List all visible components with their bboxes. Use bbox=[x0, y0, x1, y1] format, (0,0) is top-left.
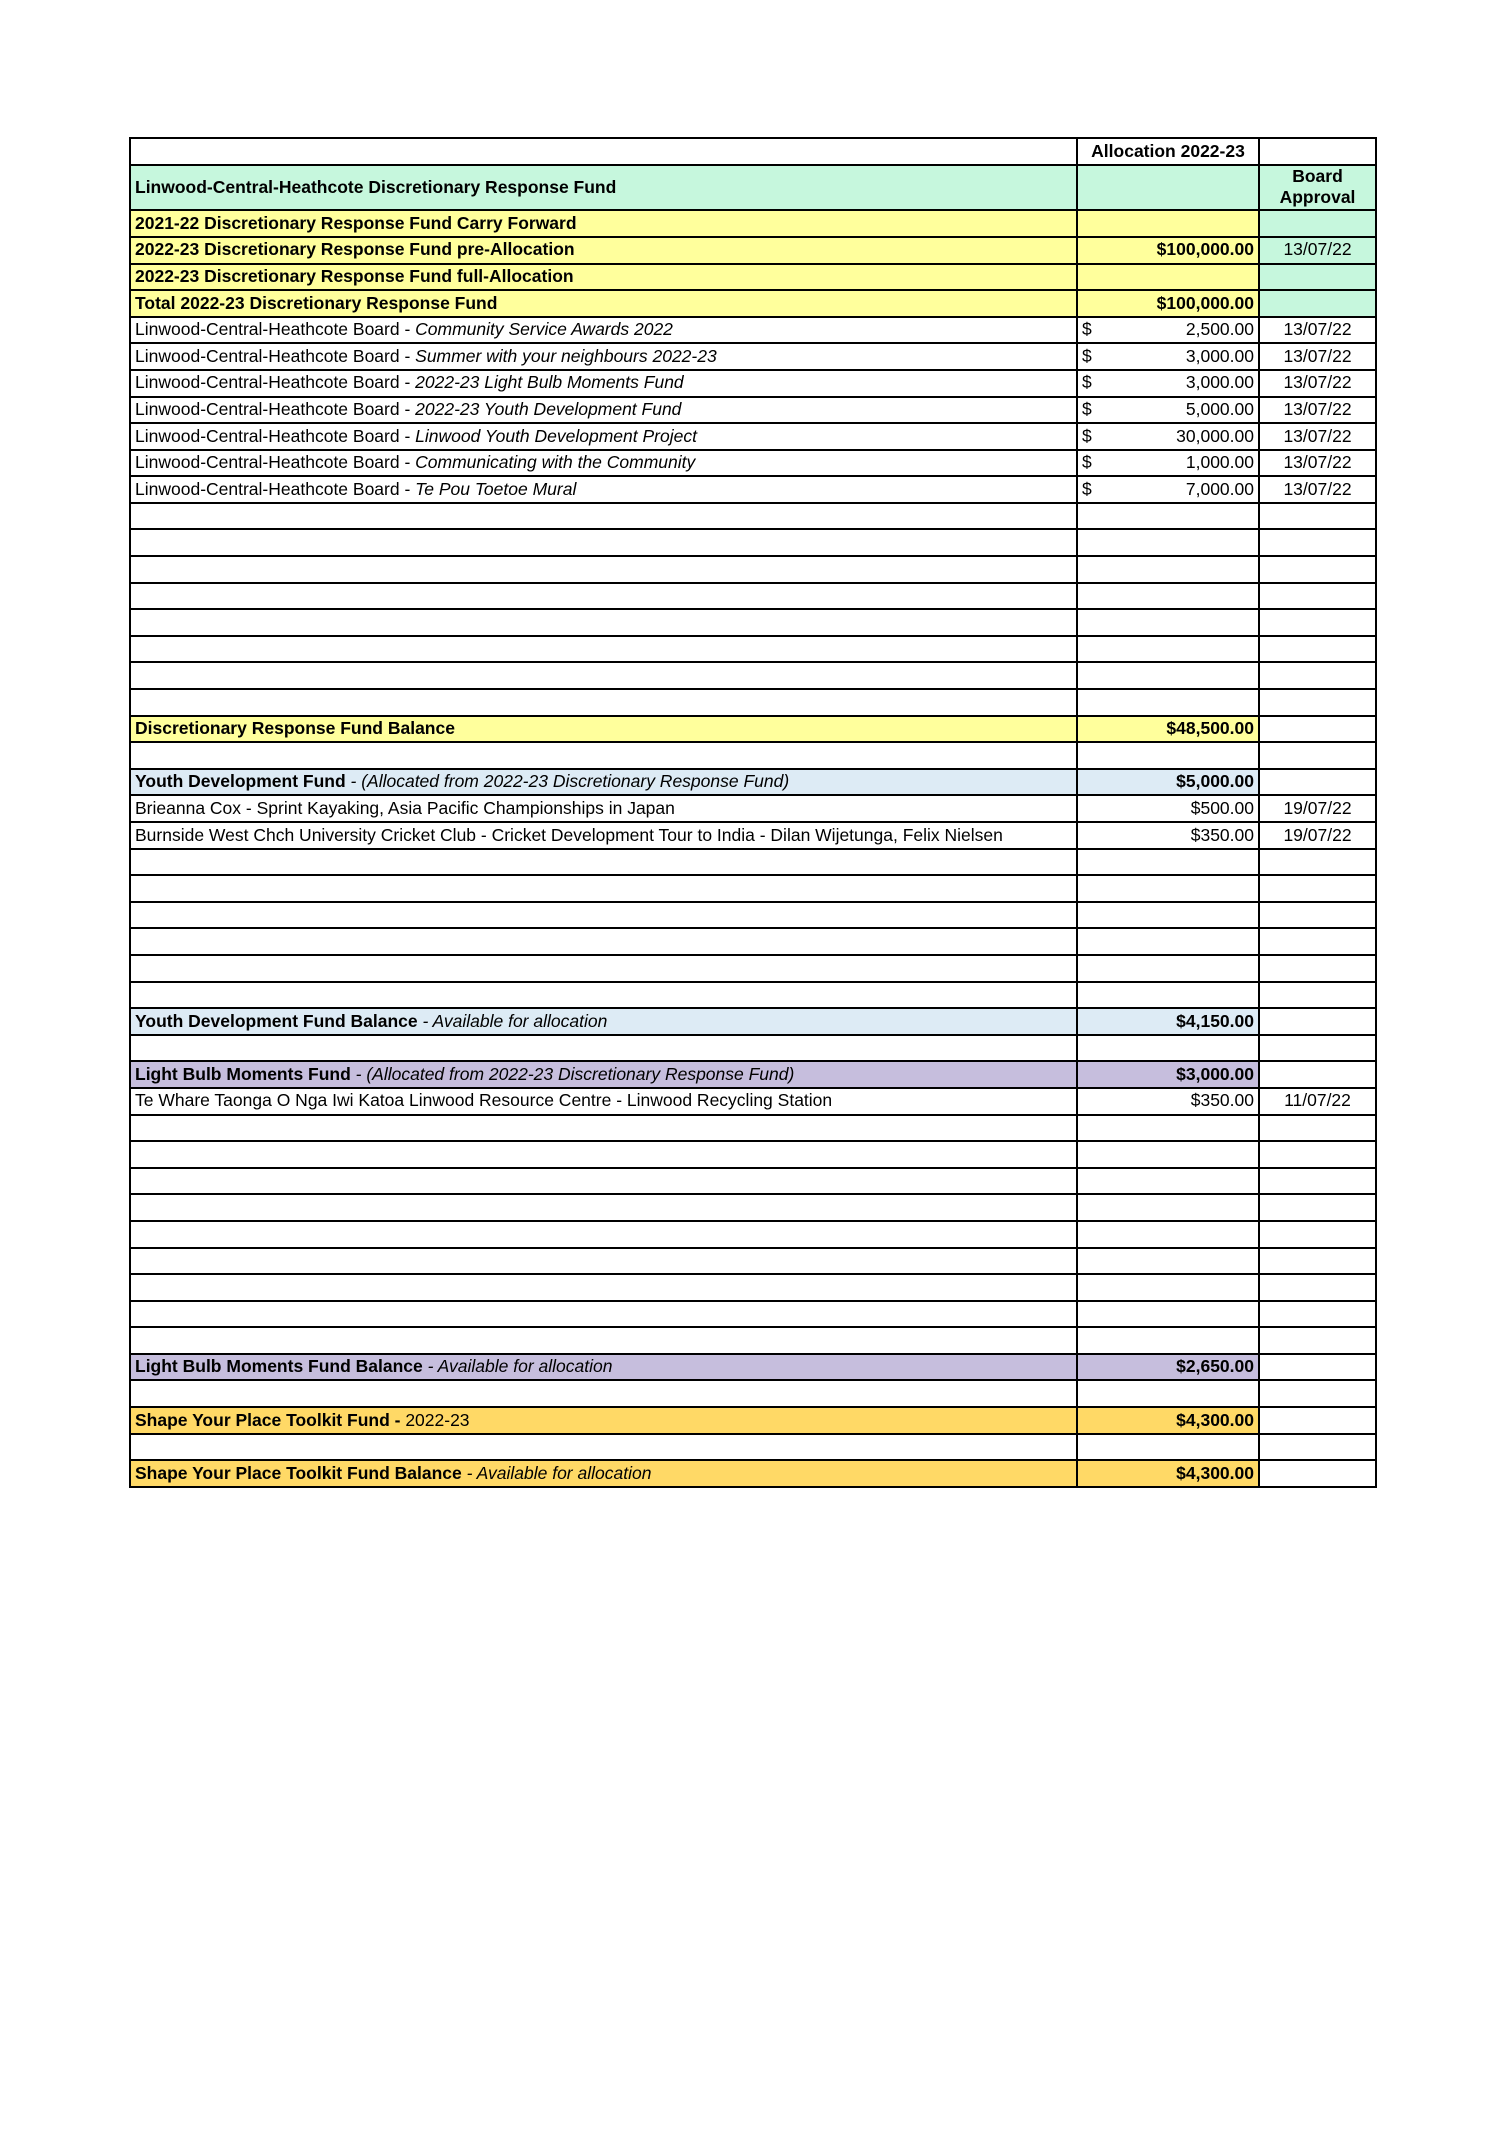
blank-cell bbox=[1259, 849, 1376, 876]
drf-item-description bbox=[130, 423, 1077, 450]
blank-cell bbox=[1259, 556, 1376, 583]
drf-item-project: 2022-23 Light Bulb Moments Fund bbox=[415, 372, 684, 393]
lbm-balance-note: - Available for allocation bbox=[422, 1356, 613, 1377]
blank-cell bbox=[130, 1221, 1077, 1248]
blank-cell bbox=[1077, 849, 1259, 876]
drf-item-amount: 2,500.00 bbox=[1185, 319, 1254, 340]
empty-row bbox=[130, 1221, 1376, 1248]
drf-item-org: Linwood-Central-Heathcote Board - bbox=[135, 478, 416, 499]
blank-cell bbox=[130, 1248, 1077, 1275]
pre-allocation-amount: $100,000.00 bbox=[1077, 237, 1259, 264]
blank-cell bbox=[1259, 1061, 1376, 1088]
blank-cell bbox=[130, 556, 1077, 583]
carry-forward-label: 2021-22 Discretionary Response Fund Carry Forward bbox=[130, 210, 1077, 237]
drf-item-project: 2022-23 Youth Development Fund bbox=[415, 399, 682, 420]
lbm-balance-row bbox=[130, 1354, 1376, 1381]
empty-row bbox=[130, 982, 1376, 1009]
drf-item-org: Linwood-Central-Heathcote Board - bbox=[135, 452, 416, 473]
drf-item-date: 13/07/22 bbox=[1259, 476, 1376, 503]
empty-row bbox=[130, 928, 1376, 955]
empty-row bbox=[130, 689, 1376, 716]
blank-cell bbox=[130, 636, 1077, 663]
blank-cell bbox=[130, 609, 1077, 636]
drf-item-description bbox=[130, 397, 1077, 424]
blank-cell bbox=[1259, 1221, 1376, 1248]
drf-item-amount-cell bbox=[1077, 423, 1259, 450]
drf-item-date: 13/07/22 bbox=[1259, 343, 1376, 370]
blank-cell bbox=[130, 1035, 1077, 1062]
blank-cell bbox=[1259, 1380, 1376, 1407]
total-amount: $100,000.00 bbox=[1077, 290, 1259, 317]
blank-cell bbox=[1259, 264, 1376, 291]
drf-balance-row bbox=[130, 716, 1376, 743]
blank-cell bbox=[1259, 742, 1376, 769]
blank-cell bbox=[1077, 1221, 1259, 1248]
blank-cell bbox=[130, 662, 1077, 689]
drf-item-row bbox=[130, 370, 1376, 397]
empty-row bbox=[130, 503, 1376, 530]
lbm-title-row bbox=[130, 1061, 1376, 1088]
blank-cell bbox=[130, 689, 1077, 716]
blank-cell bbox=[130, 503, 1077, 530]
ydf-amount: $5,000.00 bbox=[1077, 769, 1259, 796]
lbm-item-date: 11/07/22 bbox=[1259, 1088, 1376, 1115]
empty-row bbox=[130, 902, 1376, 929]
blank-cell bbox=[130, 849, 1077, 876]
empty-row bbox=[130, 1141, 1376, 1168]
empty-row bbox=[130, 556, 1376, 583]
fund-allocation-table bbox=[129, 137, 1377, 1488]
empty-row bbox=[130, 1301, 1376, 1328]
blank-cell bbox=[1077, 1035, 1259, 1062]
drf-item-amount: 1,000.00 bbox=[1185, 452, 1254, 473]
blank-cell bbox=[130, 742, 1077, 769]
blank-cell bbox=[130, 529, 1077, 556]
blank-cell bbox=[1259, 210, 1376, 237]
empty-row bbox=[130, 742, 1376, 769]
blank-cell bbox=[130, 1301, 1077, 1328]
blank-cell bbox=[1259, 1274, 1376, 1301]
drf-balance-label: Discretionary Response Fund Balance bbox=[130, 716, 1077, 743]
currency-symbol: $ bbox=[1082, 478, 1092, 499]
blank-cell bbox=[1077, 1168, 1259, 1195]
empty-row bbox=[130, 1380, 1376, 1407]
empty-row bbox=[130, 1035, 1376, 1062]
drf-title-row bbox=[130, 165, 1376, 211]
empty-row bbox=[130, 1194, 1376, 1221]
blank-cell bbox=[1259, 1434, 1376, 1461]
empty-row bbox=[130, 1434, 1376, 1461]
currency-amount bbox=[1082, 374, 1254, 392]
lbm-title-cell bbox=[130, 1061, 1077, 1088]
blank-cell bbox=[130, 1194, 1077, 1221]
blank-cell bbox=[1259, 955, 1376, 982]
drf-item-org: Linwood-Central-Heathcote Board - bbox=[135, 319, 416, 340]
drf-item-project: Summer with your neighbours 2022-23 bbox=[415, 345, 717, 366]
blank-cell bbox=[1259, 1327, 1376, 1354]
blank-cell bbox=[1259, 1301, 1376, 1328]
blank-cell bbox=[130, 138, 1077, 165]
empty-row bbox=[130, 529, 1376, 556]
blank-cell bbox=[1077, 902, 1259, 929]
blank-cell bbox=[1259, 875, 1376, 902]
full-allocation-row bbox=[130, 264, 1376, 291]
blank-cell bbox=[1259, 1168, 1376, 1195]
syp-balance-amount: $4,300.00 bbox=[1077, 1460, 1259, 1487]
lbm-subtitle: - (Allocated from 2022-23 Discretionary Response Fund) bbox=[350, 1063, 795, 1084]
drf-item-row bbox=[130, 450, 1376, 477]
ydf-item-row bbox=[130, 822, 1376, 849]
drf-item-description bbox=[130, 476, 1077, 503]
blank-cell bbox=[1259, 636, 1376, 663]
blank-cell bbox=[1077, 1434, 1259, 1461]
drf-item-amount: 7,000.00 bbox=[1185, 478, 1254, 499]
currency-symbol: $ bbox=[1082, 372, 1092, 393]
empty-row bbox=[130, 1168, 1376, 1195]
blank-cell bbox=[1259, 689, 1376, 716]
drf-item-row bbox=[130, 476, 1376, 503]
drf-item-amount-cell bbox=[1077, 317, 1259, 344]
drf-item-description bbox=[130, 370, 1077, 397]
empty-row bbox=[130, 875, 1376, 902]
blank-cell bbox=[1077, 982, 1259, 1009]
ydf-item-amount: $500.00 bbox=[1077, 795, 1259, 822]
drf-item-project: Te Pou Toetoe Mural bbox=[415, 478, 577, 499]
empty-row bbox=[130, 1327, 1376, 1354]
lbm-title: Light Bulb Moments Fund bbox=[135, 1063, 351, 1084]
drf-item-org: Linwood-Central-Heathcote Board - bbox=[135, 399, 416, 420]
ydf-balance-cell bbox=[130, 1008, 1077, 1035]
currency-symbol: $ bbox=[1082, 425, 1092, 446]
blank-cell bbox=[1259, 769, 1376, 796]
blank-cell bbox=[1259, 1194, 1376, 1221]
ydf-title-cell bbox=[130, 769, 1077, 796]
syp-balance-cell bbox=[130, 1460, 1077, 1487]
blank-cell bbox=[1077, 503, 1259, 530]
blank-cell bbox=[130, 1380, 1077, 1407]
empty-row bbox=[130, 1115, 1376, 1142]
drf-item-amount: 3,000.00 bbox=[1185, 345, 1254, 366]
blank-cell bbox=[1077, 1141, 1259, 1168]
ydf-subtitle: - (Allocated from 2022-23 Discretionary Response Fund) bbox=[345, 771, 790, 792]
ydf-balance-label: Youth Development Fund Balance bbox=[135, 1010, 418, 1031]
blank-cell bbox=[1259, 1460, 1376, 1487]
drf-item-row bbox=[130, 397, 1376, 424]
drf-item-date: 13/07/22 bbox=[1259, 317, 1376, 344]
currency-amount bbox=[1082, 321, 1254, 339]
carry-forward-row bbox=[130, 210, 1376, 237]
blank-cell bbox=[1259, 138, 1376, 165]
drf-item-date: 13/07/22 bbox=[1259, 450, 1376, 477]
drf-item-row bbox=[130, 343, 1376, 370]
currency-amount bbox=[1082, 425, 1254, 446]
board-approval-header: Board Approval bbox=[1259, 165, 1376, 211]
blank-cell bbox=[130, 982, 1077, 1009]
empty-row bbox=[130, 583, 1376, 610]
lbm-item-row bbox=[130, 1088, 1376, 1115]
lbm-item-amount: $350.00 bbox=[1077, 1088, 1259, 1115]
blank-cell bbox=[1077, 1380, 1259, 1407]
blank-cell bbox=[1259, 1141, 1376, 1168]
drf-item-org: Linwood-Central-Heathcote Board - bbox=[135, 372, 416, 393]
empty-row bbox=[130, 1248, 1376, 1275]
blank-cell bbox=[1259, 583, 1376, 610]
currency-amount bbox=[1082, 345, 1254, 366]
ydf-balance-amount: $4,150.00 bbox=[1077, 1008, 1259, 1035]
blank-cell bbox=[1077, 583, 1259, 610]
drf-balance-amount: $48,500.00 bbox=[1077, 716, 1259, 743]
blank-cell bbox=[1259, 1115, 1376, 1142]
blank-cell bbox=[1077, 1301, 1259, 1328]
lbm-amount: $3,000.00 bbox=[1077, 1061, 1259, 1088]
blank-cell bbox=[1259, 982, 1376, 1009]
drf-item-description bbox=[130, 450, 1077, 477]
blank-cell bbox=[1259, 529, 1376, 556]
blank-cell bbox=[130, 902, 1077, 929]
blank-cell bbox=[130, 1168, 1077, 1195]
drf-item-org: Linwood-Central-Heathcote Board - bbox=[135, 345, 416, 366]
blank-cell bbox=[1077, 636, 1259, 663]
ydf-item-row bbox=[130, 795, 1376, 822]
syp-title-cell bbox=[130, 1407, 1077, 1434]
blank-cell bbox=[1259, 928, 1376, 955]
blank-cell bbox=[1259, 1354, 1376, 1381]
empty-row bbox=[130, 849, 1376, 876]
blank-cell bbox=[1077, 1115, 1259, 1142]
blank-cell bbox=[130, 1115, 1077, 1142]
blank-cell bbox=[1077, 1248, 1259, 1275]
currency-symbol: $ bbox=[1082, 345, 1092, 366]
ydf-item-description: Burnside West Chch University Cricket Club - Cricket Development Tour to India - Dilan Wijetunga, Felix Nielsen bbox=[130, 822, 1077, 849]
drf-item-amount: 30,000.00 bbox=[1176, 425, 1254, 446]
syp-balance-note: - Available for allocation bbox=[461, 1462, 652, 1483]
blank-cell bbox=[1077, 210, 1259, 237]
full-allocation-label: 2022-23 Discretionary Response Fund full-Allocation bbox=[130, 264, 1077, 291]
drf-item-org: Linwood-Central-Heathcote Board - bbox=[135, 425, 416, 446]
blank-cell bbox=[1077, 1274, 1259, 1301]
blank-cell bbox=[130, 583, 1077, 610]
drf-item-date: 13/07/22 bbox=[1259, 370, 1376, 397]
blank-cell bbox=[1259, 1407, 1376, 1434]
blank-cell bbox=[1077, 1327, 1259, 1354]
currency-amount bbox=[1082, 401, 1254, 419]
blank-cell bbox=[1077, 264, 1259, 291]
blank-cell bbox=[1077, 662, 1259, 689]
empty-row bbox=[130, 609, 1376, 636]
blank-cell bbox=[130, 875, 1077, 902]
pre-allocation-label: 2022-23 Discretionary Response Fund pre-Allocation bbox=[130, 237, 1077, 264]
blank-cell bbox=[1077, 529, 1259, 556]
drf-item-project: Community Service Awards 2022 bbox=[415, 319, 673, 340]
drf-item-date: 13/07/22 bbox=[1259, 397, 1376, 424]
drf-item-date: 13/07/22 bbox=[1259, 423, 1376, 450]
ydf-balance-note: - Available for allocation bbox=[417, 1010, 608, 1031]
syp-amount: $4,300.00 bbox=[1077, 1407, 1259, 1434]
syp-balance-label: Shape Your Place Toolkit Fund Balance bbox=[135, 1462, 462, 1483]
lbm-item-description: Te Whare Taonga O Nga Iwi Katoa Linwood Resource Centre - Linwood Recycling Station bbox=[130, 1088, 1077, 1115]
blank-cell bbox=[1077, 1194, 1259, 1221]
drf-item-amount-cell bbox=[1077, 397, 1259, 424]
drf-item-amount-cell bbox=[1077, 476, 1259, 503]
drf-item-row bbox=[130, 317, 1376, 344]
blank-cell bbox=[130, 1141, 1077, 1168]
empty-row bbox=[130, 1274, 1376, 1301]
syp-balance-row bbox=[130, 1460, 1376, 1487]
blank-cell bbox=[1259, 609, 1376, 636]
drf-title: Linwood-Central-Heathcote Discretionary Response Fund bbox=[130, 165, 1077, 211]
drf-item-row bbox=[130, 423, 1376, 450]
blank-cell bbox=[1259, 902, 1376, 929]
drf-item-project: Linwood Youth Development Project bbox=[415, 425, 697, 446]
blank-cell bbox=[1259, 716, 1376, 743]
currency-symbol: $ bbox=[1082, 399, 1092, 420]
empty-row bbox=[130, 662, 1376, 689]
blank-cell bbox=[1077, 689, 1259, 716]
currency-amount bbox=[1082, 454, 1254, 472]
blank-cell bbox=[1077, 165, 1259, 211]
empty-row bbox=[130, 636, 1376, 663]
blank-cell bbox=[1259, 1008, 1376, 1035]
blank-cell bbox=[1077, 556, 1259, 583]
empty-row bbox=[130, 955, 1376, 982]
blank-cell bbox=[1259, 1248, 1376, 1275]
drf-item-amount-cell bbox=[1077, 370, 1259, 397]
syp-subtitle: 2022-23 bbox=[405, 1409, 470, 1430]
blank-cell bbox=[1077, 875, 1259, 902]
blank-cell bbox=[1077, 742, 1259, 769]
lbm-balance-amount: $2,650.00 bbox=[1077, 1354, 1259, 1381]
blank-cell bbox=[130, 928, 1077, 955]
lbm-balance-cell bbox=[130, 1354, 1077, 1381]
blank-cell bbox=[1077, 955, 1259, 982]
ydf-item-date: 19/07/22 bbox=[1259, 822, 1376, 849]
blank-cell bbox=[1259, 503, 1376, 530]
blank-cell bbox=[130, 1274, 1077, 1301]
currency-symbol: $ bbox=[1082, 319, 1092, 340]
ydf-balance-row bbox=[130, 1008, 1376, 1035]
drf-item-amount-cell bbox=[1077, 343, 1259, 370]
header-row bbox=[130, 138, 1376, 165]
ydf-item-date: 19/07/22 bbox=[1259, 795, 1376, 822]
drf-item-amount: 5,000.00 bbox=[1185, 399, 1254, 420]
pre-allocation-date: 13/07/22 bbox=[1259, 237, 1376, 264]
ydf-item-description: Brieanna Cox - Sprint Kayaking, Asia Pacific Championships in Japan bbox=[130, 795, 1077, 822]
syp-title: Shape Your Place Toolkit Fund - bbox=[135, 1409, 406, 1430]
blank-cell bbox=[1259, 662, 1376, 689]
blank-cell bbox=[130, 1434, 1077, 1461]
total-row bbox=[130, 290, 1376, 317]
ydf-item-amount: $350.00 bbox=[1077, 822, 1259, 849]
blank-cell bbox=[1077, 609, 1259, 636]
lbm-balance-label: Light Bulb Moments Fund Balance bbox=[135, 1356, 423, 1377]
ydf-title: Youth Development Fund bbox=[135, 771, 346, 792]
currency-amount bbox=[1082, 478, 1254, 499]
drf-item-description bbox=[130, 317, 1077, 344]
allocation-header: Allocation 2022-23 bbox=[1077, 138, 1259, 165]
blank-cell bbox=[1077, 928, 1259, 955]
drf-item-project: Communicating with the Community bbox=[415, 452, 696, 473]
pre-allocation-row bbox=[130, 237, 1376, 264]
blank-cell bbox=[130, 1327, 1077, 1354]
total-label: Total 2022-23 Discretionary Response Fund bbox=[130, 290, 1077, 317]
ydf-title-row bbox=[130, 769, 1376, 796]
syp-title-row bbox=[130, 1407, 1376, 1434]
drf-item-amount: 3,000.00 bbox=[1185, 372, 1254, 393]
currency-symbol: $ bbox=[1082, 452, 1092, 473]
blank-cell bbox=[1259, 290, 1376, 317]
blank-cell bbox=[1259, 1035, 1376, 1062]
drf-item-amount-cell bbox=[1077, 450, 1259, 477]
blank-cell bbox=[130, 955, 1077, 982]
drf-item-description bbox=[130, 343, 1077, 370]
